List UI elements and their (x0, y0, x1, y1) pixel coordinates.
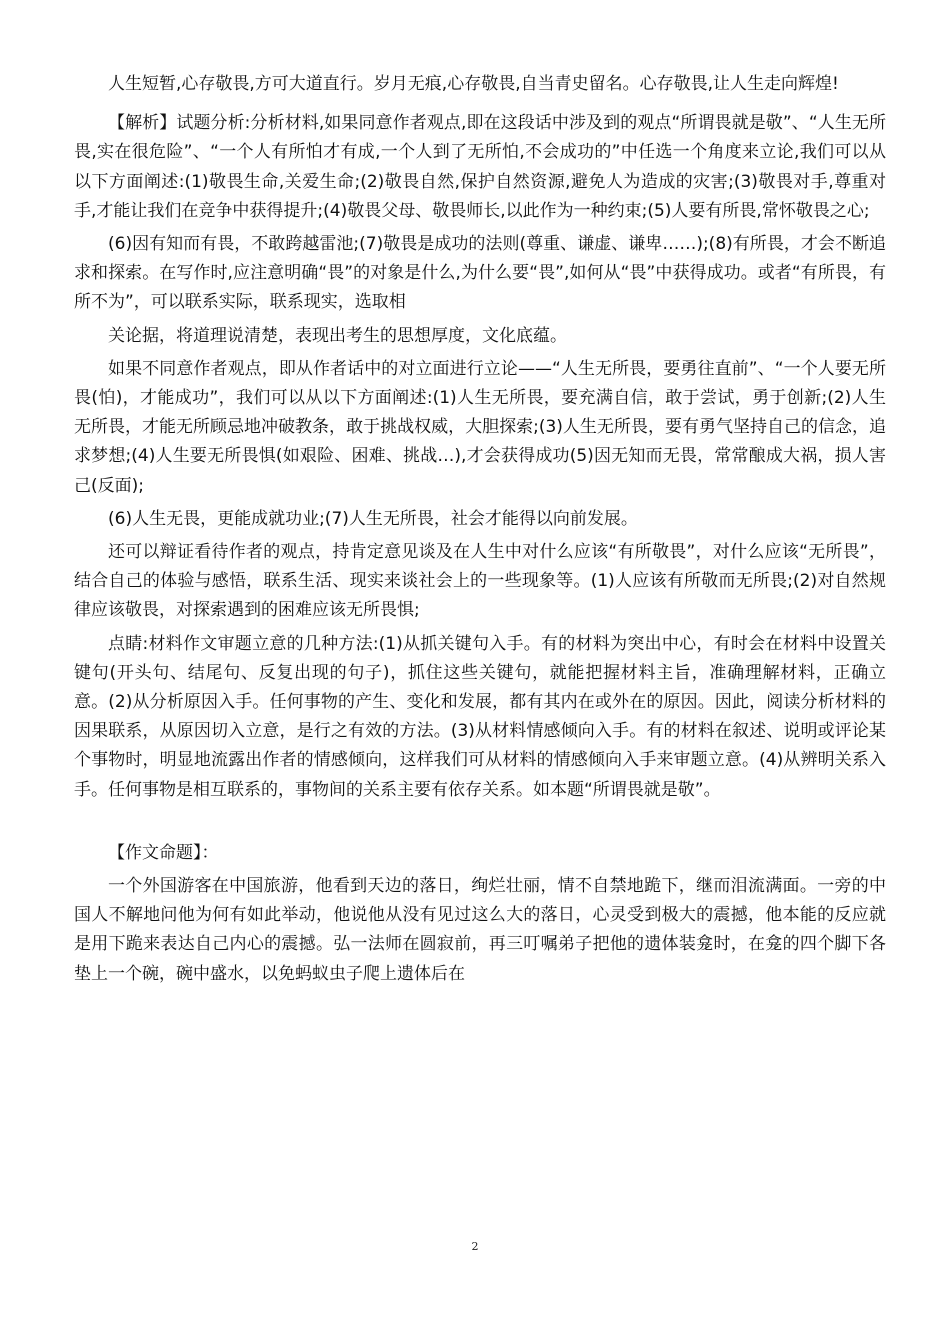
document-body (74, 70, 886, 989)
paragraph-dialectical: 还可以辩证看待作者的观点，持肯定意见谈及在人生中对什么应该“有所敬畏”，对什么应该“无所畏”，结合自己的体验与感悟，联系生活、现实来谈社会上的一些现象等。(1)人应该有所敬而无所畏;(2)对自然规律应该敬畏，对探索遇到的困难应该无所畏惧; (74, 542, 886, 621)
paragraph-conclusion: 人生短暂,心存敬畏,方可大道直行。岁月无痕,心存敬畏,自当青史留名。心存敬畏,让人生走向辉煌! (108, 74, 839, 94)
paragraph-opposing-view: 如果不同意作者观点，即从作者话中的对立面进行立论——“人生无所畏，要勇往直前”、“一个人要无所畏(怕)，才能成功”，我们可以从以下方面阐述:(1)人生无所畏，要充满自信，敢于尝试，勇于创新;(2)人生无所畏，才能无所顾忌地冲破教条，敢于挑战权威，大胆探索;(3)人生无所畏，要有勇气坚持自己的信念，追求梦想;(4)人生要无所畏惧(如艰险、困难、挑战…),才会获得成功(5)因无知而无畏，常常酿成大祸，损人害己(反面); (74, 358, 886, 496)
paragraph-evidence: 关论据，将道理说清楚，表现出考生的思想厚度，文化底蕴。 (108, 325, 567, 346)
paragraph-analysis-continued: (6)因有知而有畏，不敢跨越雷池;(7)敬畏是成功的法则(尊重、谦虚、谦卑……);(8)有所畏，才会不断追求和探索。在写作时,应注意明确“畏”的对象是什么,为什么要“畏”,如何从“畏”中获得成功。或者“有所畏，有所不为”，可以联系实际，联系现实，选取相 (74, 234, 887, 313)
page-number: 2 (471, 1240, 479, 1253)
section-spacer (74, 805, 886, 839)
paragraph-essay-prompt: 一个外国游客在中国旅游，他看到天边的落日，绚烂壮丽，情不自禁地跪下，继而泪流满面。一旁的中国人不解地问他为何有如此举动，他说他从没有见过这么大的落日，心灵受到极大的震撼，他本能的反应就是用下跪来表达自己内心的震撼。弘一法师在圆寂前，再三叮嘱弟子把他的遗体装龛时，在龛的四个脚下各垫上一个碗，碗中盛水，以免蚂蚁虫子爬上遗体后在 (74, 876, 886, 984)
paragraph-tips: 点睛:材料作文审题立意的几种方法:(1)从抓关键句入手。有的材料为突出中心，有时会在材料中设置关键句(开头句、结尾句、反复出现的句子)，抓住这些关键句，就能把握材料主旨，准确理解材料，正确立意。(2)从分析原因入手。任何事物的产生、变化和发展，都有其内在或外在的原因。因此，阅读分析材料的因果联系，从原因切入立意，是行之有效的方法。(3)从材料情感倾向入手。有的材料在叙述、说明或评论某个事物时，明显地流露出作者的情感倾向，这样我们可从材料的情感倾向入手来审题立意。(4)从辨明关系入手。任何事物是相互联系的，事物间的关系主要有依存关系。如本题“所谓畏就是敬”。 (74, 633, 886, 800)
paragraph-analysis: 【解析】试题分析:分析材料,如果同意作者观点,即在这段话中涉及到的观点“所谓畏就是敬”、“人生无所畏,实在很危险”、“一个人有所怕才有成,一个人到了无所怕,不会成功的”中任选一个角度来立论,我们可以从以下方面阐述:(1)敬畏生命,关爱生命;(2)敬畏自然,保护自然资源,避免人为造成的灾害;(3)敬畏对手,尊重对手,才能让我们在竞争中获得提升;(4)敬畏父母、敬畏师长,以此作为一种约束;(5)人要有所畏,常怀敬畏之心; (74, 113, 886, 221)
paragraph-opposing-continued: (6)人生无畏，更能成就功业;(7)人生无所畏，社会才能得以向前发展。 (108, 508, 638, 529)
section-heading: 【作文命题】： (108, 842, 219, 863)
